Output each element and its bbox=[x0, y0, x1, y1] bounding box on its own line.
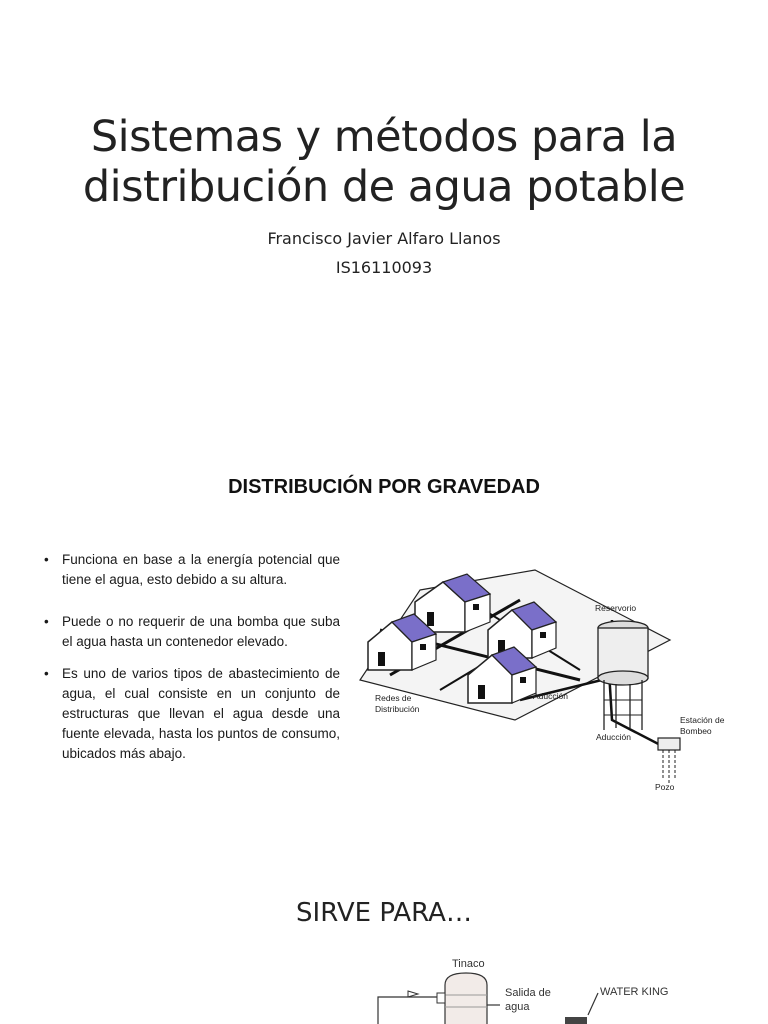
label-redes: Redes de bbox=[375, 693, 412, 703]
bullet-item: • Es uno de varios tipos de abastecimiento de agua, el cual consiste en un conjunto de estructuras que llevan el agua desde una fuente elevada, hasta los puntos de consumo, ubicados más abajo. bbox=[42, 664, 340, 764]
tank-shape bbox=[445, 973, 487, 1024]
pump-device bbox=[565, 1017, 587, 1024]
gravity-distribution-diagram bbox=[350, 560, 750, 810]
label-aduccion-2: Aducción bbox=[596, 732, 631, 742]
pump-station bbox=[658, 738, 680, 783]
inlet-pipe bbox=[378, 997, 437, 1024]
label-salida: Salida de bbox=[505, 987, 551, 999]
student-id: IS16110093 bbox=[335, 258, 433, 277]
reservoir-tower bbox=[598, 621, 648, 730]
title-slide bbox=[0, 0, 768, 430]
title-line-2: distribución de agua potable bbox=[82, 162, 686, 212]
label-tinaco: Tinaco bbox=[452, 958, 485, 970]
label-distribucion: Distribución bbox=[375, 704, 420, 714]
slide-title: DISTRIBUCIÓN POR GRAVEDAD bbox=[228, 476, 540, 498]
slide-title: SIRVE PARA… bbox=[296, 898, 472, 928]
pointer-line bbox=[588, 993, 598, 1015]
bullet-list bbox=[42, 550, 340, 786]
gravity-distribution-slide bbox=[0, 430, 768, 860]
tank-diagram bbox=[370, 955, 700, 1024]
label-agua: agua bbox=[505, 1001, 530, 1013]
label-reservorio: Reservorio bbox=[595, 603, 637, 613]
label-pozo: Pozo bbox=[655, 782, 675, 792]
bullet-item: • Puede o no requerir de una bomba que suba el agua hasta un contenedor elevado. bbox=[42, 612, 340, 652]
label-estacion: Estación de bbox=[680, 715, 725, 725]
purpose-slide bbox=[0, 860, 768, 1024]
label-aduccion-1: Aducción bbox=[533, 691, 568, 701]
label-brand: WATER KING bbox=[600, 986, 669, 998]
bullet-item: • Funciona en base a la energía potencial que tiene el agua, esto debido a su altura. bbox=[42, 550, 340, 590]
presentation-title bbox=[0, 112, 768, 212]
title-line-1: Sistemas y métodos para la bbox=[90, 112, 678, 162]
author-name: Francisco Javier Alfaro Llanos bbox=[267, 229, 501, 248]
label-bombeo: Bombeo bbox=[680, 726, 712, 736]
